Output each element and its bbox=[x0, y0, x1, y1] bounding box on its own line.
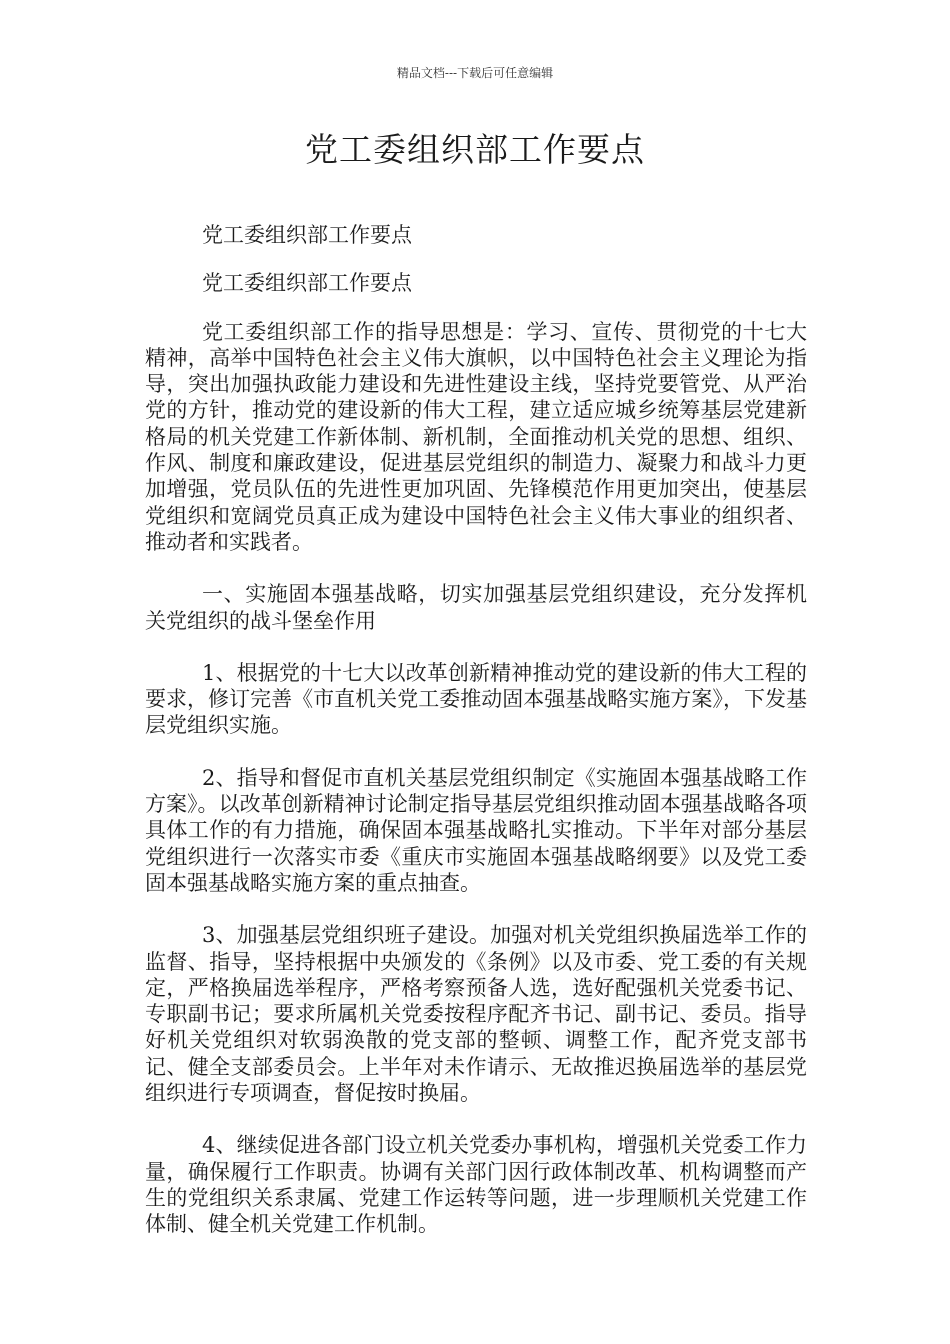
document-title: 党工委组织部工作要点 bbox=[305, 130, 645, 169]
guiding-principle-paragraph: 党工委组织部工作的指导思想是：学习、宣传、贯彻党的十七大精神，高举中国特色社会主义伟大旗帜，以中国特色社会主义理论为指导，突出加强执政能力建设和先进性建设主线，坚持党要管党、从严治党的方针，推动党的建设新的伟大工程，建立适应城乡统筹基层党建新格局的机关党建工作新体制、新机制，全面推动机关党的思想、组织、作风、制度和廉政建设，促进基层党组织的制造力、凝聚力和战斗力更加增强，党员队伍的先进性更加巩固、先锋模范作用更加突出，使基层党组织和宽阔党员真正成为建设中国特色社会主义伟大事业的组织者、推动者和实践者。 bbox=[145, 319, 807, 554]
header-note: 精品文档---下载后可任意编辑 bbox=[396, 66, 554, 80]
item-paragraph: 1、根据党的十七大以改革创新精神推动党的建设新的伟大工程的要求，修订完善《市直机关党工委推动固本强基战略实施方案》，下发基层党组织实施。 bbox=[145, 660, 807, 738]
item-paragraph: 3、加强基层党组织班子建设。加强对机关党组织换届选举工作的监督、指导，坚持根据中央颁发的《条例》以及市委、党工委的有关规定，严格换届选举程序，严格考察预备人选，选好配强机关党委书记、专职副书记；要求所属机关党委按程序配齐书记、副书记、委员。指导好机关党组织对软弱涣散的党支部的整顿、调整工作，配齐党支部书记、健全支部委员会。上半年对未作请示、无故推迟换届选举的基层党组织进行专项调查，督促按时换届。 bbox=[145, 923, 807, 1106]
document-body bbox=[145, 222, 807, 1238]
subtitle-paragraph: 党工委组织部工作要点 bbox=[202, 223, 412, 247]
item-paragraph: 2、指导和督促市直机关基层党组织制定《实施固本强基战略工作方案》。以改革创新精神讨论制定指导基层党组织推动固本强基战略各项具体工作的有力措施，确保固本强基战略扎实推动。下半年对部分基层党组织进行一次落实市委《重庆市实施固本强基战略纲要》以及党工委固本强基战略实施方案的重点抽查。 bbox=[145, 765, 807, 895]
item-paragraph: 4、继续促进各部门设立机关党委办事机构，增强机关党委工作力量，确保履行工作职责。协调有关部门因行政体制改革、机构调整而产生的党组织关系隶属、党建工作运转等问题，进一步理顺机关党建工作体制、健全机关党建工作机制。 bbox=[145, 1133, 807, 1237]
subtitle-paragraph: 党工委组织部工作要点 bbox=[202, 271, 412, 296]
section-heading: 一、实施固本强基战略，切实加强基层党组织建设，充分发挥机关党组织的战斗堡垒作用 bbox=[145, 582, 807, 633]
